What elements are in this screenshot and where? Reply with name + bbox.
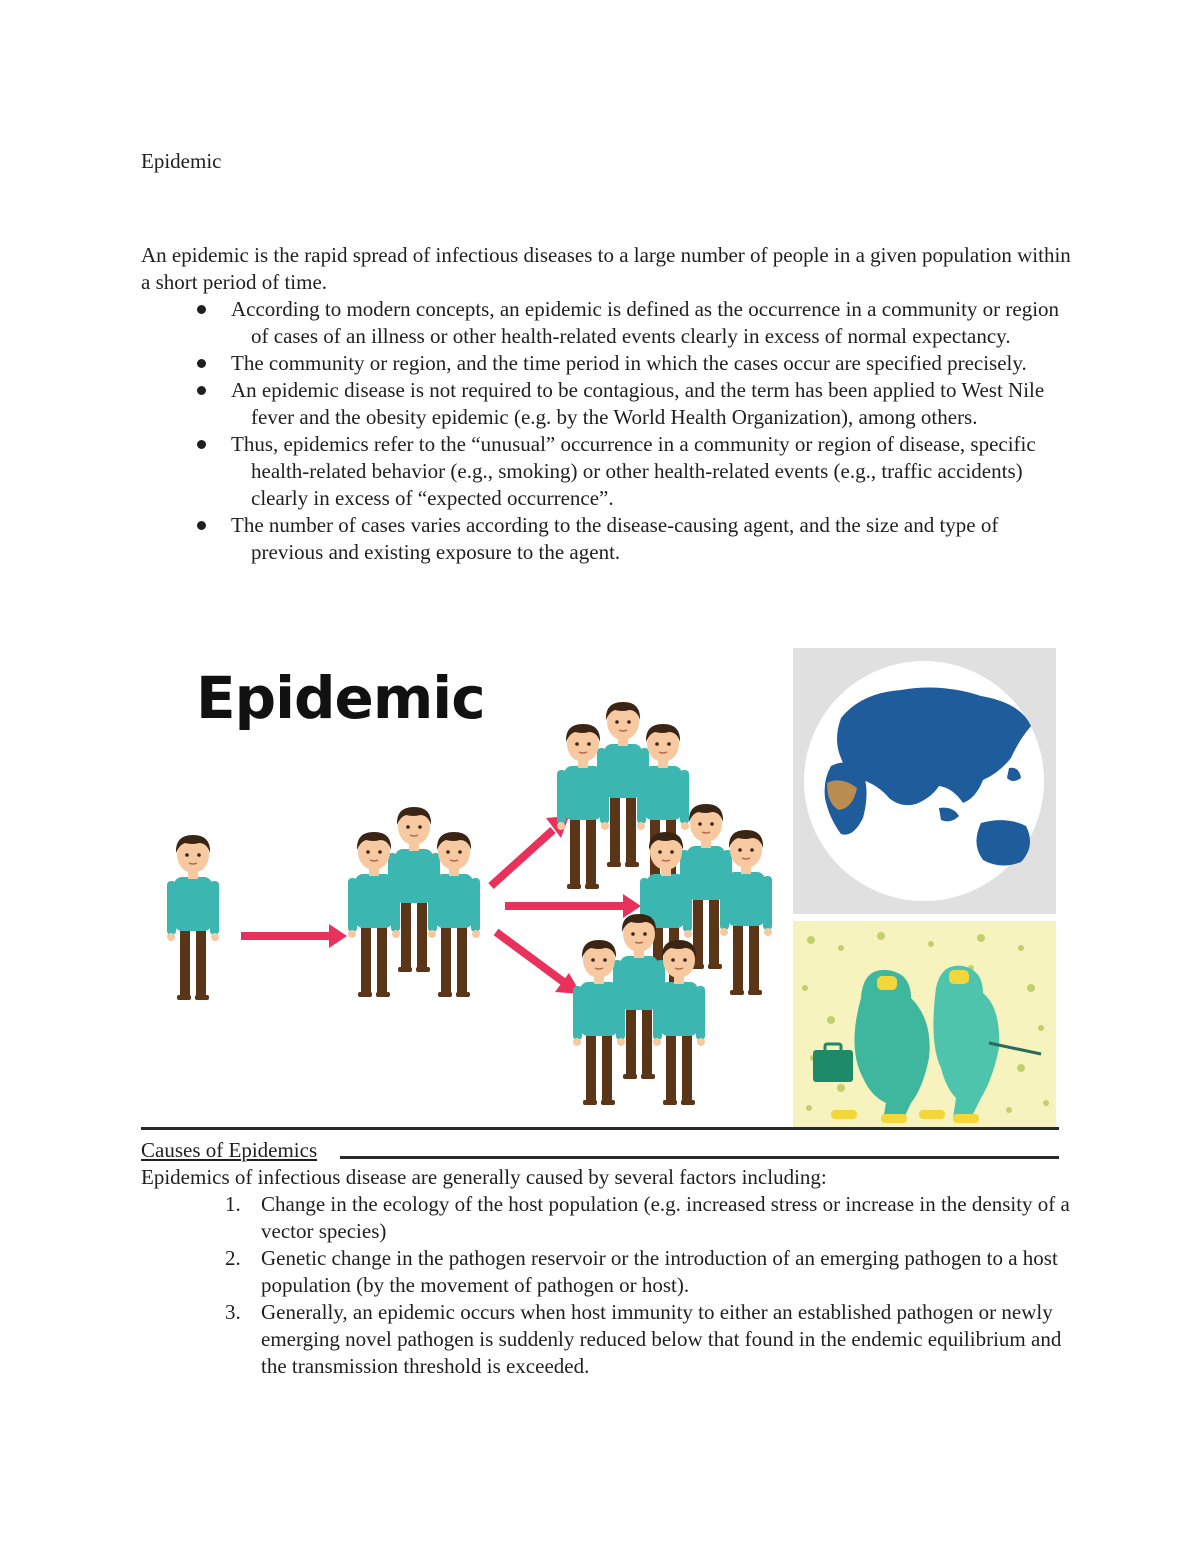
bullet-item <box>141 296 1071 350</box>
bullet-text: According to modern concepts, an epidemic is defined as the occurrence in a community or region of cases of an illness or other health-related events clearly in excess of normal expectancy. <box>231 297 1060 348</box>
spread-arrow-icon <box>505 894 641 918</box>
list-item <box>141 1299 1071 1380</box>
bullet-text: Thus, epidemics refer to the “unusual” occurrence in a community or region of disease, specific health-related behavior (e.g., smoking) or other health-related events (e.g., traffic accidents) clearly in excess of “expected occurrence”. <box>231 432 1036 510</box>
bullet-item <box>141 512 1071 566</box>
list-text: Generally, an epidemic occurs when host immunity to either an established pathogen or newly emerging novel pathogen is suddenly reduced below that found in the endemic equilibrium and the transmission threshold is exceeded. <box>261 1300 1062 1378</box>
spread-arrow-icon <box>496 932 581 994</box>
bullet-dot-icon <box>197 440 206 449</box>
list-item <box>141 1245 1071 1299</box>
intro-paragraph: An epidemic is the rapid spread of infectious diseases to a large number of people in a given population within a short period of time. <box>141 243 1071 294</box>
causes-intro: Epidemics of infectious disease are generally caused by several factors including: <box>141 1165 827 1189</box>
list-number: 1. <box>225 1192 241 1216</box>
causes-heading: Causes of Epidemics <box>141 1138 318 1162</box>
hazmat-workers-icon <box>793 921 1056 1128</box>
bullet-dot-icon <box>197 359 206 368</box>
bullet-text: The number of cases varies according to the disease-causing agent, and the size and type of previous and existing exposure to the agent. <box>231 513 999 564</box>
bullet-dot-icon <box>197 386 206 395</box>
bullet-text: An epidemic disease is not required to be contagious, and the term has been applied to West Nile fever and the obesity epidemic (e.g. by the World Health Organization), among others. <box>231 378 1045 429</box>
epidemic-illustration <box>141 648 1057 1128</box>
figure-title: Epidemic <box>196 664 485 732</box>
bullet-dot-icon <box>197 305 206 314</box>
separator-line <box>141 1127 1059 1130</box>
bullet-item <box>141 377 1071 431</box>
globe-map-icon <box>793 648 1056 914</box>
bullet-text: The community or region, and the time period in which the cases occur are specified precisely. <box>231 351 1027 375</box>
bullet-list <box>141 296 1071 566</box>
list-text: Change in the ecology of the host population (e.g. increased stress or increase in the density of a vector species) <box>261 1192 1070 1243</box>
bullet-item <box>141 431 1071 512</box>
document-title: Epidemic <box>141 149 222 173</box>
list-number: 2. <box>225 1246 241 1270</box>
list-text: Genetic change in the pathogen reservoir or the introduction of an emerging pathogen to a host population (by the movement of pathogen or host). <box>261 1246 1058 1297</box>
list-number: 3. <box>225 1300 241 1324</box>
person-figure <box>167 835 219 1000</box>
bullet-item <box>141 350 1071 377</box>
separator-line <box>340 1156 1059 1159</box>
list-item <box>141 1191 1071 1245</box>
spread-arrow-icon <box>241 924 347 948</box>
causes-list <box>141 1191 1071 1380</box>
bullet-dot-icon <box>197 521 206 530</box>
